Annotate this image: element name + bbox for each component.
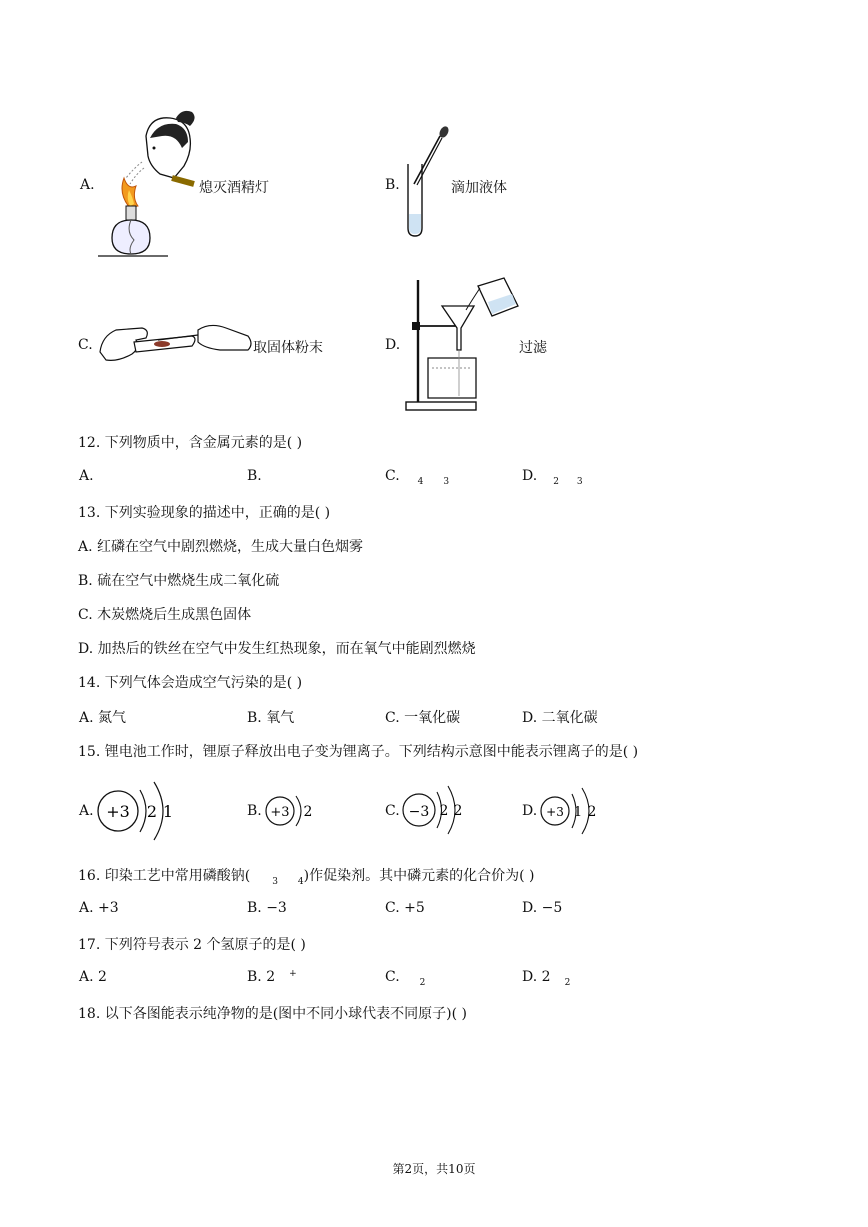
q13-option-b: B. 硫在空气中燃烧生成二氧化硫 — [78, 573, 280, 589]
q16-option-d: D. −5 — [522, 900, 563, 916]
option-caption: 过滤 — [519, 340, 547, 356]
q13-option-d: D. 加热后的铁丝在空气中发生红热现象，而在氧气中能剧烈燃烧 — [78, 641, 476, 657]
shell-electrons: 2 — [439, 803, 449, 819]
q17-option-c: C. $_2$ — [385, 969, 426, 988]
shell-electrons: 2 — [453, 803, 463, 819]
page-footer: 第2页，共10页 — [392, 1162, 476, 1176]
filtration-illustration — [404, 276, 524, 414]
q12-option-a: A. — [79, 468, 94, 484]
nucleus-charge: +3 — [270, 805, 290, 820]
q17-stem: 17. 下列符号表示 2 个氢原子的是( ) — [78, 937, 306, 953]
option-letter: A. — [79, 803, 94, 819]
q12-option-b: B. — [247, 468, 262, 484]
atom-structure-diagram — [538, 784, 604, 838]
q17-option-b: B. 2 + — [247, 969, 297, 985]
q15-stem: 15. 锂电池工作时，锂原子释放出电子变为锂离子。下列结构示意图中能表示锂离子的是( ) — [78, 744, 639, 760]
option-letter: A. — [80, 177, 95, 193]
extinguish-lamp-illustration — [98, 108, 200, 260]
q16-option-b: B. −3 — [247, 900, 287, 916]
dropper-test-tube-illustration — [400, 124, 452, 240]
q12-option-d: D. $_2$ $_3$ — [522, 468, 583, 487]
powder-test-tube-illustration — [98, 318, 254, 368]
option-letter: B. — [385, 177, 400, 193]
q17-option-d: D. 2 $_2$ — [522, 969, 571, 988]
q14-option-d: D. 二氧化碳 — [522, 710, 598, 726]
q16-option-a: A. +3 — [79, 900, 119, 916]
q12-option-c: C. $_4$ $_3$ — [385, 468, 450, 487]
nucleus-charge: +3 — [546, 805, 564, 819]
option-letter: B. — [247, 803, 262, 819]
q18-stem: 18. 以下各图能表示纯净物的是(图中不同小球代表不同原子)( ) — [78, 1006, 468, 1022]
q13-option-c: C. 木炭燃烧后生成黑色固体 — [78, 607, 252, 623]
option-caption: 取固体粉末 — [253, 340, 323, 356]
atom-structure-diagram — [400, 782, 470, 838]
option-letter: D. — [385, 337, 401, 353]
q16-option-c: C. +5 — [385, 900, 425, 916]
option-letter: D. — [522, 803, 538, 819]
q14-option-b: B. 氧气 — [247, 710, 295, 726]
q16-stem: 16. 印染工艺中常用磷酸钠( $_3$ $_4$)作促染剂。其中磷元素的化合价为( ) — [78, 868, 535, 887]
q14-option-a: A. 氮气 — [79, 710, 127, 726]
shell-electrons: 2 — [146, 802, 158, 821]
atom-structure-diagram — [264, 788, 324, 834]
shell-electrons: 1 — [162, 802, 174, 821]
q14-option-c: C. 一氧化碳 — [385, 710, 461, 726]
shell-electrons: 1 — [573, 805, 583, 820]
q12-stem: 12. 下列物质中，含金属元素的是( ) — [78, 435, 303, 451]
option-letter: C. — [385, 803, 400, 819]
nucleus-charge: +3 — [106, 802, 130, 821]
q14-stem: 14. 下列气体会造成空气污染的是( ) — [78, 675, 303, 691]
q17-option-a: A. 2 — [79, 969, 107, 985]
shell-electrons: 2 — [587, 804, 597, 820]
q13-option-a: A. 红磷在空气中剧烈燃烧，生成大量白色烟雾 — [78, 539, 364, 555]
option-letter: C. — [78, 337, 93, 353]
atom-structure-diagram — [96, 776, 186, 846]
option-caption: 滴加液体 — [451, 180, 507, 196]
shell-electrons: 2 — [303, 804, 313, 820]
q13-stem: 13. 下列实验现象的描述中，正确的是( ) — [78, 505, 331, 521]
option-caption: 熄灭酒精灯 — [199, 180, 269, 196]
nucleus-charge: −3 — [408, 804, 430, 820]
